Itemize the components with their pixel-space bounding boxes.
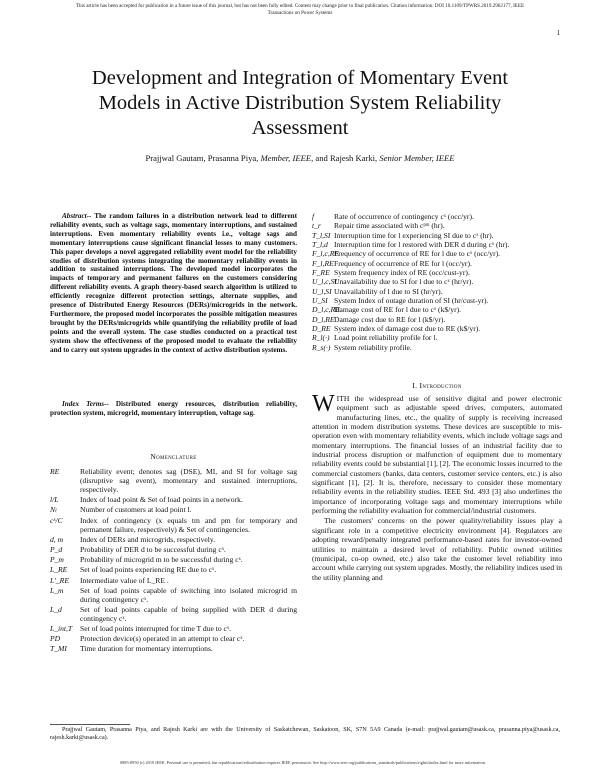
nomenclature-definition: Reliability event; denotes sag (DSE), MI, and SI for voltage sag (disruptive sag event), momentary and sustained interruptions, respectively. (80, 467, 297, 494)
nomenclature-symbol: L′_RE (50, 575, 69, 585)
nomenclature-entry (312, 343, 562, 352)
nomenclature-definition: Probability of DER d to be successful during cˣ. (80, 544, 226, 554)
author-role-2: Senior Member, IEEE (379, 153, 455, 163)
intro-para1-text: ITH the widespread use of sensitive digital and power electronic equipment such as adjustable speed drives, computers, automated manufacturing lines, etc., the quality of supply is receiving increased attention in modern distribution systems. These devices are susceptible to mis-operation even with momentary reliability events, which include voltage sags and momentary interruptions. The financial losses of an industrial facility due to industrial process disruption or malfunction of equipment due to momentary reliability events could be substantial [1], [2]. The economic losses incurred to the commercial customers (banks, data centers, customer service centers, etc.) is also significant [1], [2]. It is, therefore, necessary to consider these momentary reliability events in the reliability studies. IEEE Std. 493 [3] also underlines the importance of incorporating voltage sags and momentary interruptions while performing the reliability evaluation for commercial/industrial customers. (312, 394, 562, 516)
nomenclature-symbol: Nₗ (50, 505, 57, 515)
nomenclature-symbol: U_l,SI (312, 286, 332, 296)
publication-notice-line1: This article has been accepted for publication in a future issue of this journal, but has not been fully edited. Content may change prior to final publication. Citation information: DOI 10.1109/TPWRS.2019.2962177, IEEE (75, 3, 525, 9)
nomenclature-definition: Set of load points interrupted for time T due to cˣ. (80, 624, 232, 634)
nomenclature-entry (50, 495, 297, 504)
nomenclature-list-right (312, 212, 562, 352)
nomenclature-entry (312, 324, 562, 333)
nomenclature-definition: Intermediate value of L_RE . (80, 575, 169, 585)
nomenclature-definition: Frequency of occurrence of RE for l due to cˣ (occ/yr). (334, 249, 501, 259)
introduction-body (312, 391, 562, 582)
abstract (50, 212, 297, 355)
nomenclature-entry (312, 287, 562, 296)
nomenclature-symbol: L_d (50, 604, 62, 614)
nomenclature-definition: Unavailability due to SI for l due to cˣ (hr/yr). (334, 277, 474, 287)
nomenclature-list-left (50, 467, 297, 655)
nomenclature-definition: Rate of occurrence of contingency cˣ (occ/yr). (334, 212, 474, 221)
footnote-text: Prajjwal Gautam, Prasanna Piya, and Rajesh Karki are with the University of Saskatchewan, Saskatoon, SK, S7N 5A9 Canada (e-mail: prajjwal.gautam@usask.ca, prasanna.piya@usask.ca, rajesh.karki@usask.ca). (50, 727, 560, 741)
nomenclature-symbol: P_d (50, 544, 63, 554)
nomenclature-symbol: F_RE (312, 268, 330, 278)
copyright-footer: 0885-8950 (c) 2019 IEEE. Personal use is permitted, but republication/redistribution requires IEEE permission. See http://www.ieee.org/publications_standards/publications/rights/index.html for more information. (120, 760, 486, 765)
nomenclature-definition: Damage cost due to RE for l (k$/yr). (334, 314, 446, 324)
nomenclature-entry (312, 259, 562, 268)
intro-paragraph-1 (312, 391, 562, 516)
abstract-label: Abstract-- (62, 212, 92, 220)
author-names-2: and Rajesh Karki, (313, 153, 380, 163)
nomenclature-symbol: RE (50, 467, 60, 476)
nomenclature-definition: System Index of outage duration of SI (hr/cust-yr). (334, 296, 489, 306)
nomenclature-symbol: U_l,c,SI (312, 277, 337, 287)
nomenclature-symbol: d, m (50, 534, 64, 544)
nomenclature-symbol: cˣ/C (50, 515, 63, 525)
nomenclature-definition: Set of load points capable of being supplied with DER d during contingency cˣ. (80, 604, 297, 623)
nomenclature-definition: Probability of microgrid m to be successful during cˣ. (80, 555, 243, 565)
nomenclature-entry (50, 565, 297, 574)
author-names-1: Prajjwal Gautam, Prasanna Piya, (145, 153, 261, 163)
nomenclature-symbol: f (312, 212, 315, 221)
nomenclature-definition: Repair time associated with cᵖᵐ (hr). (334, 221, 445, 231)
nomenclature-symbol: T_l,d (312, 240, 328, 250)
nomenclature-symbol: L_int,T (50, 624, 73, 634)
nomenclature-symbol: U_SI (312, 296, 328, 306)
nomenclature-definition: Set of load points experiencing RE due to cˣ. (80, 565, 217, 575)
index-terms-label: Index Terms-- (62, 400, 109, 408)
nomenclature-entry (312, 240, 562, 249)
nomenclature-definition: Index of DERs and microgrids, respectively. (80, 534, 216, 544)
nomenclature-entry (50, 605, 297, 623)
nomenclature-symbol: T_l,SI (312, 230, 331, 240)
nomenclature-symbol: F_l,RE (312, 258, 334, 268)
introduction-heading: I. Introduction (412, 381, 462, 390)
nomenclature-definition: Frequency of occurrence of RE for l (occ/yr). (334, 258, 472, 268)
nomenclature-symbol: D_RE (312, 324, 331, 334)
nomenclature-entry (312, 268, 562, 277)
nomenclature-definition: Number of customers at load point l. (80, 505, 192, 515)
nomenclature-definition: System reliability profile. (334, 342, 412, 352)
drop-cap: W (312, 391, 335, 417)
nomenclature-entry (50, 634, 297, 643)
nomenclature-entry (50, 535, 297, 544)
nomenclature-definition: Interruption time for l experiencing SI due to cˣ (hr). (334, 230, 494, 240)
author-line (40, 153, 560, 163)
nomenclature-symbol: F_l,c,RE (312, 249, 339, 259)
nomenclature-entry (312, 277, 562, 286)
paper-title: Development and Integration of Momentary Event Models in Active Distribution System Reliability Assessment (91, 67, 509, 139)
nomenclature-definition: Index of contingency (x equals tm and pm for temporary and permanent failure, respectively) & Set of contingencies. (80, 515, 297, 534)
nomenclature-entry (312, 231, 562, 240)
nomenclature-symbol: L_RE (50, 565, 68, 575)
nomenclature-entry (50, 545, 297, 554)
nomenclature-symbol: P_m (50, 555, 64, 565)
index-terms-text: Distributed energy resources, distribution reliability, protection system, microgrid, momentary interruption, voltage sag. (50, 400, 297, 417)
nomenclature-entry (50, 624, 297, 633)
nomenclature-symbol: R_l(·) (312, 333, 330, 343)
page-number: 1 (556, 29, 560, 37)
nomenclature-definition: Set of load points capable of switching into isolated microgrid m during contingency cˣ. (80, 585, 297, 604)
nomenclature-definition: Protection device(s) operated in an attempt to clear cˣ. (80, 634, 245, 644)
nomenclature-entry (50, 505, 297, 514)
nomenclature-definition: System frequency index of RE (occ/cust-yr). (334, 268, 470, 278)
nomenclature-entry (312, 315, 562, 324)
nomenclature-entry (50, 586, 297, 604)
author-role-1: Member, IEEE, (260, 153, 314, 163)
publication-notice (0, 3, 600, 17)
nomenclature-entry (312, 296, 562, 305)
author-affiliation-footnote (50, 727, 560, 742)
nomenclature-entry (312, 221, 562, 230)
nomenclature-entry (312, 249, 562, 258)
nomenclature-symbol: PD (50, 634, 61, 644)
nomenclature-definition: Damage cost of RE for l due to cˣ (k$/yr). (334, 305, 462, 315)
footnote-divider (50, 724, 130, 725)
nomenclature-entry (50, 516, 297, 534)
nomenclature-definition: Interruption time for l restored with DER d during cˣ (hr). (334, 240, 510, 250)
nomenclature-symbol: R_s(·) (312, 342, 331, 352)
nomenclature-symbol: D_l,c,RE (312, 305, 340, 315)
nomenclature-definition: Load point reliability profile for l. (334, 333, 438, 343)
nomenclature-entry (50, 644, 297, 653)
nomenclature-definition: Index of load point & Set of load points in a network. (80, 495, 243, 505)
nomenclature-symbol: T_MI (50, 644, 67, 654)
nomenclature-definition: Time duration for momentary interruptions. (80, 644, 213, 654)
nomenclature-entry (50, 467, 297, 494)
nomenclature-entry (312, 333, 562, 342)
nomenclature-heading: Nomenclature (150, 452, 197, 461)
index-terms (50, 400, 297, 418)
nomenclature-entry (312, 305, 562, 314)
nomenclature-entry (312, 212, 562, 221)
nomenclature-entry (50, 576, 297, 585)
nomenclature-symbol: t_r (312, 221, 321, 231)
publication-notice-line2: Transactions on Power Systems (267, 10, 333, 16)
nomenclature-entry (50, 555, 297, 564)
nomenclature-symbol: D_l,RE (312, 314, 335, 324)
nomenclature-definition: Unavailability of l due to SI (hr/yr). (334, 286, 443, 296)
intro-paragraph-2: The customers' concerns on the power quality/reliability issues play a significant role in a competitive electricity environment [4]. Regulators are adopting reward/penalty integrated performance-based rates for investor-owned utilities to maintain a desired level of reliability. Public owned utilities (municipal, co-op owned, etc.) also take the customer level reliability into account while carrying out system upgrades. Mostly, the reliability indices used in the utility planning and (312, 516, 562, 582)
nomenclature-symbol: L_m (50, 585, 64, 595)
nomenclature-symbol: l/L (50, 495, 59, 505)
abstract-text: The random failures in a distribution network lead to different reliability events, such as voltage sags, momentary interruptions, and sustained interruptions. Even momentary reliability events i.e., voltage sags and momentary interruptions cause significant financial losses to many customers. This paper develops a novel aggregated reliability event model for the reliability studies of distribution systems integrating the momentary reliability events in addition to sustained interruptions. The developed model incorporates the impacts of temporary and permanent failures on the customers considering different reliability events. A graph theory-based search algorithm is utilized to efficiently recognize different protection settings, alternate supplies, and presence of Distributed Energy Resources (DERs)/microgrids in the network. Furthermore, the proposed model incorporates the possible mitigation measures brought by the DERs/microgrids while quantifying the reliability profile of load points and the overall system. The case studies conducted on a practical test system show the effectiveness of the proposed model to evaluate the reliability and to carry out system upgrades in the context of active distribution systems. (50, 212, 297, 354)
nomenclature-definition: System index of damage cost due to RE (k$/yr). (334, 324, 481, 334)
